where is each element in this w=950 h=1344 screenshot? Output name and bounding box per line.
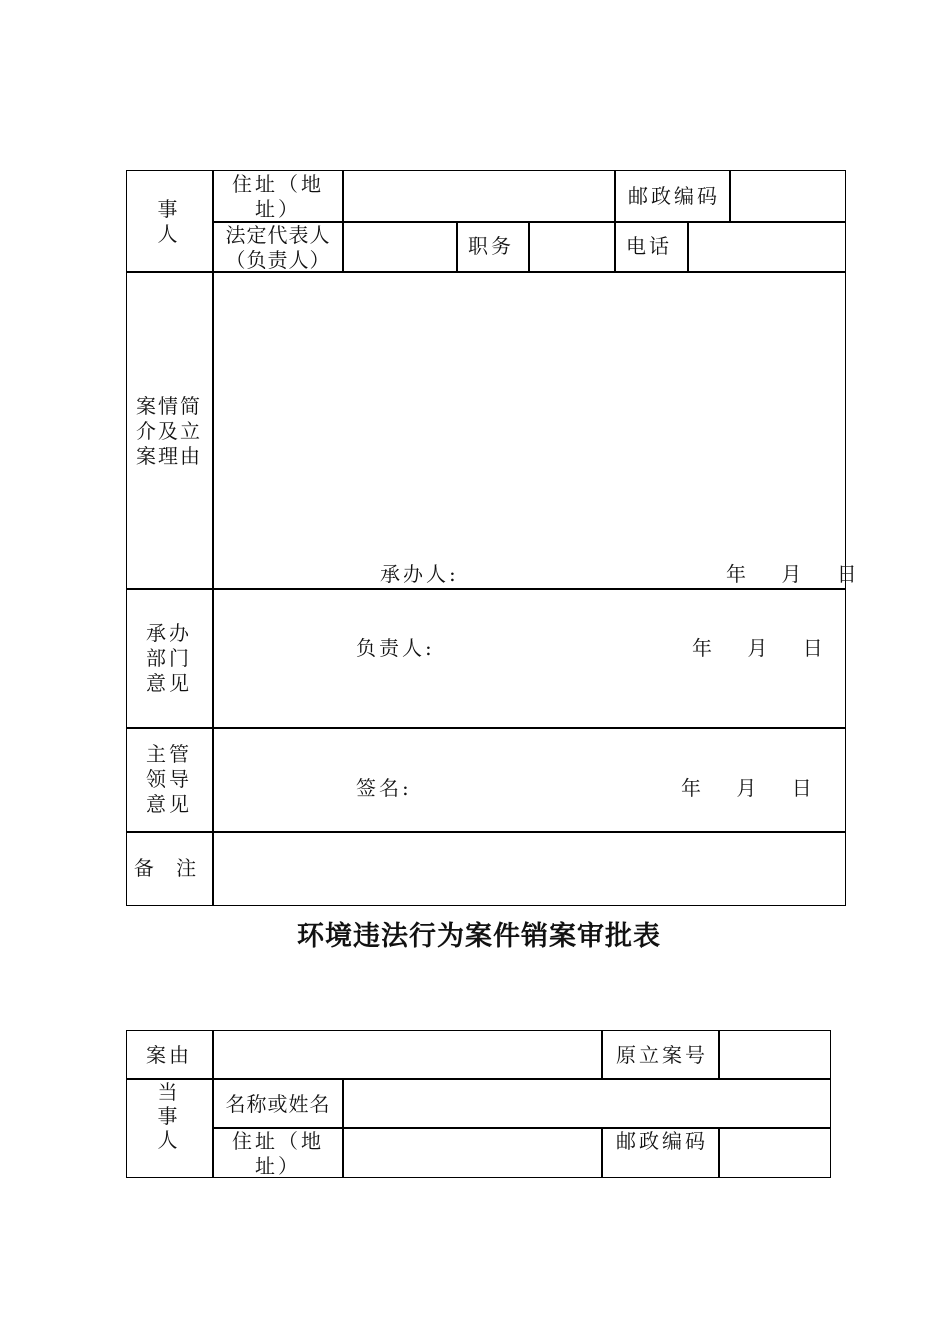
address-label-2: 住址（地 址） xyxy=(232,1129,324,1178)
party-label-2: 当 事 人 xyxy=(157,1080,181,1152)
page-title: 环境违法行为案件销案审批表 xyxy=(297,921,661,952)
sign-label: 签名: xyxy=(356,776,412,800)
name-label: 名称或姓名 xyxy=(225,1092,331,1116)
original-case-no-label: 原立案号 xyxy=(616,1043,708,1067)
sign-date: 年 月 日 xyxy=(681,776,815,800)
phone-label: 电话 xyxy=(626,234,672,258)
handler-label: 承办人: xyxy=(380,562,459,586)
position-label: 职务 xyxy=(468,234,514,258)
leader-opinion-label: 主管 领导 意见 xyxy=(146,742,192,816)
responsible-label: 负责人: xyxy=(356,636,435,660)
postcode-label: 邮政编码 xyxy=(628,184,720,208)
handler-date: 年 月 日 xyxy=(726,562,860,586)
legal-rep-label: 法定代表人 （负责人） xyxy=(225,223,331,272)
dept-opinion-label: 承办 部门 意见 xyxy=(146,621,192,695)
case-reason-label: 案由 xyxy=(146,1043,192,1067)
postcode-label-2: 邮政编码 xyxy=(616,1129,708,1153)
responsible-date: 年 月 日 xyxy=(692,636,826,660)
address-label: 住址（地 址） xyxy=(232,172,324,221)
party-label: 事 人 xyxy=(157,197,181,246)
remarks-label: 备 注 xyxy=(133,856,205,880)
case-summary-label: 案情简 介及立 案理由 xyxy=(136,394,202,468)
